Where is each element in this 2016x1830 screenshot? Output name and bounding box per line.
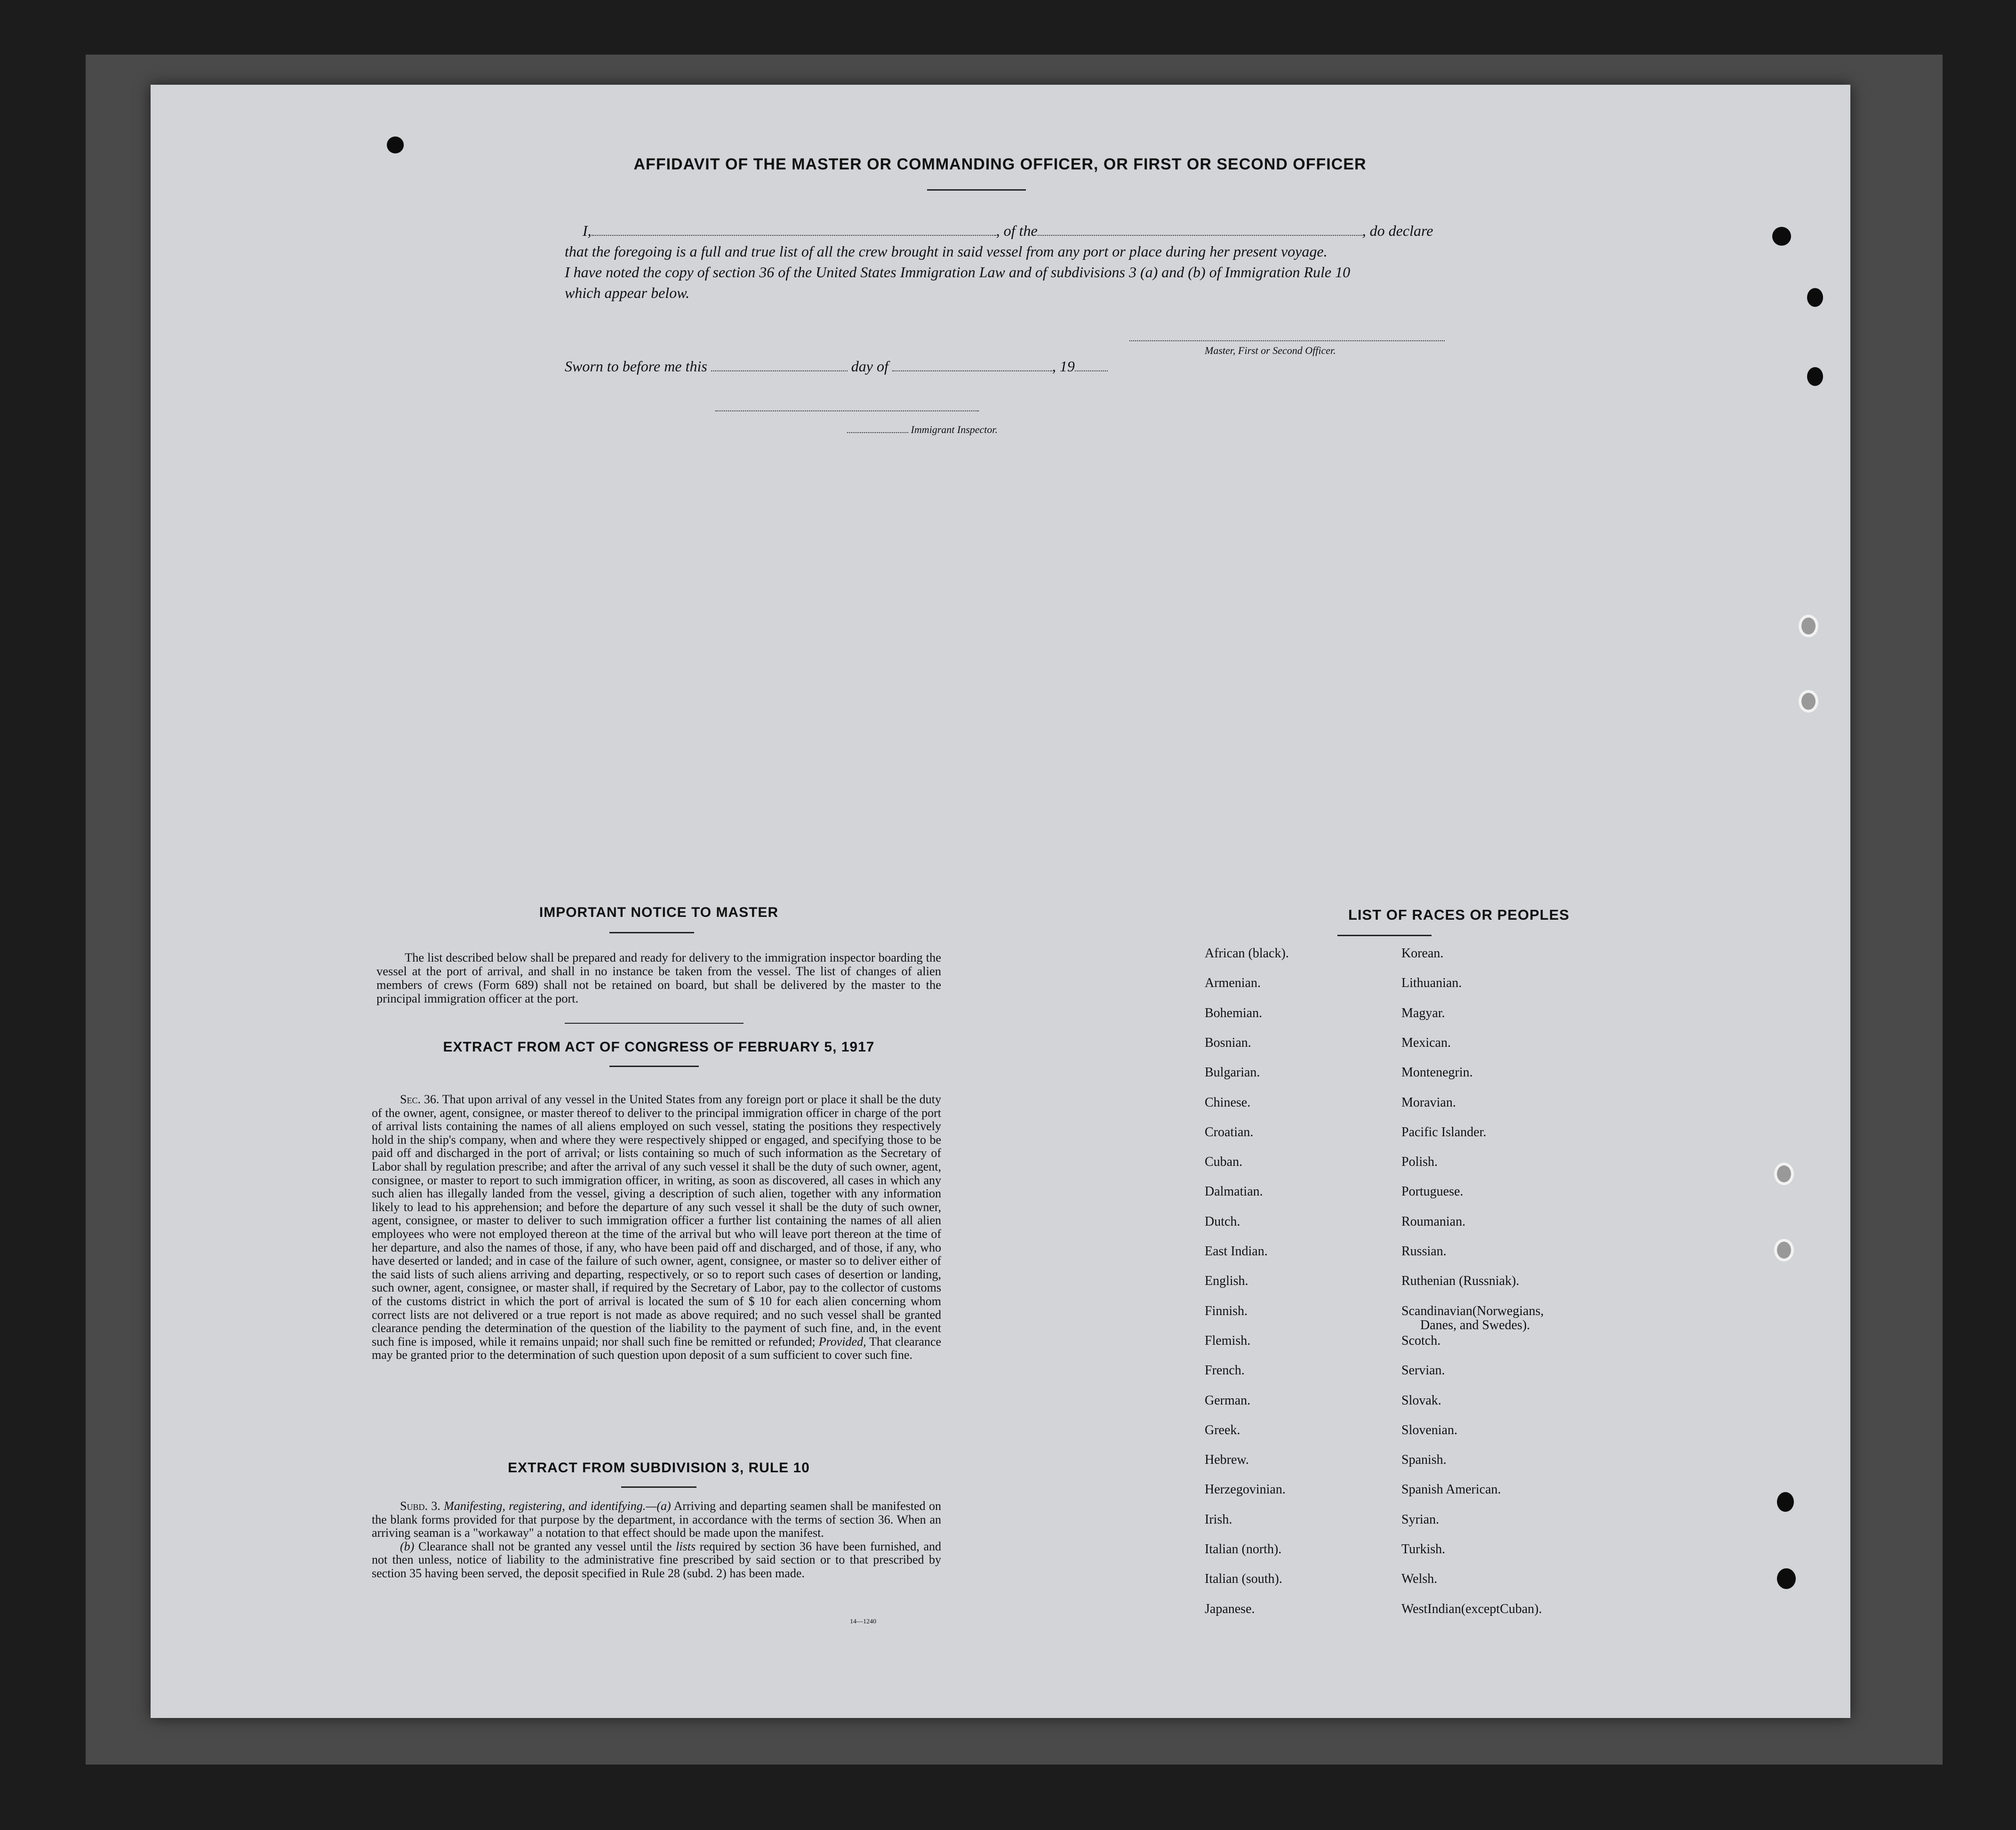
notice-heading: IMPORTANT NOTICE TO MASTER (539, 905, 779, 920)
act-heading: EXTRACT FROM ACT OF CONGRESS OF FEBRUARY 5, 1917 (443, 1039, 875, 1055)
divider (609, 1066, 699, 1067)
race-item: Lithuanian. (1401, 976, 1462, 991)
race-item: Spanish American. (1401, 1482, 1501, 1497)
race-item: Portuguese. (1401, 1184, 1464, 1199)
race-item: East Indian. (1205, 1244, 1268, 1259)
divider (565, 1023, 744, 1024)
divider (927, 189, 1026, 191)
affidavit-line-4: which appear below. (565, 284, 690, 301)
race-item: Hebrew. (1205, 1453, 1249, 1468)
race-item: Russian. (1401, 1244, 1447, 1259)
race-item: Pacific Islander. (1401, 1124, 1487, 1140)
document-page (151, 85, 1850, 1718)
race-item: Mexican. (1401, 1035, 1451, 1050)
race-item: WestIndian(exceptCuban). (1401, 1601, 1542, 1616)
race-item: Bohemian. (1205, 1005, 1263, 1020)
race-item: Herzegovinian. (1205, 1482, 1286, 1497)
race-item: Cuban. (1205, 1155, 1243, 1170)
divider (609, 932, 694, 933)
race-item: German. (1205, 1393, 1251, 1408)
rule-heading: EXTRACT FROM SUBDIVISION 3, RULE 10 (508, 1460, 810, 1476)
race-item: Moravian. (1401, 1095, 1456, 1110)
race-item: Montenegrin. (1401, 1065, 1473, 1080)
act-text: Sec. 36. That upon arrival of any vessel in the United States from any foreign port or place it shall be the duty of the owner, agent, consignee, or master thereof to deliver to the principal immigration officer in charge of the port of arrival lists containing the names of all aliens employed on such vessel, stating the positions they respectively hold in the ship's company, when and where they were respectively shipped or engaged, and specifying those to be paid off and discharged in the port of arrival; or lists containing so much of such information as the Secretary of Labor shall by regulation prescribe; and after the arrival of any such vessel it shall be the duty of such owner, agent, consignee, or master to report to such immigration officer, in writing, as soon as discovered, all cases in which any such alien has illegally landed from the vessel, giving a description of such alien, together with any information likely to lead to his apprehension; and before the departure of any such vessel it shall be the duty of such owner, agent, consignee, or master to deliver to such immigration officer a further list containing the names of all alien employees who were not employed thereon at the time of the arrival but who will leave port thereon at the time of her departure, and also the names of those, if any, who have been paid off and discharged, and of those, if any, who have deserted or landed; and in case of the failure of such owner, agent, consignee, or master so to deliver either of the said lists of such aliens arriving and departing, respectively, or so to report such cases of desertion or landing, such owner, agent, consignee, or master shall, if required by the Secretary of Labor, pay to the collector of customs of the customs district in which the port of arrival is located the sum of $ 10 for each alien concerning whom correct lists are not delivered or a true report is not made as above required; and no such vessel shall be granted clearance pending the determination of the question of the liability to the payment of such fine, and, in the event such fine is imposed, while it remains unpaid; nor shall such fine be remitted or refunded; Provided, That clearance may be granted prior to the determination of such question upon deposit of a sum sufficient to cover such fine. (372, 1092, 942, 1362)
sworn-line: Sworn to before me this day of , 19 (565, 358, 1586, 375)
punch-hole (387, 136, 404, 153)
race-item: English. (1205, 1274, 1248, 1289)
race-item: Korean. (1401, 946, 1444, 961)
master-signature-line[interactable] (1129, 340, 1445, 341)
race-item: Italian (north). (1205, 1542, 1282, 1557)
race-item: Bulgarian. (1205, 1065, 1260, 1080)
race-item: Polish. (1401, 1155, 1438, 1170)
race-item: Scotch. (1401, 1333, 1441, 1348)
race-item: Magyar. (1401, 1005, 1445, 1020)
race-item: French. (1205, 1363, 1245, 1378)
race-item: Armenian. (1205, 976, 1261, 991)
race-item: Slovak. (1401, 1393, 1441, 1408)
inspector-signature-line[interactable] (715, 410, 979, 411)
race-item: Bosnian. (1205, 1035, 1251, 1050)
punch-hole (1774, 1163, 1794, 1185)
race-item: Greek. (1205, 1422, 1240, 1437)
race-item: Welsh. (1401, 1572, 1438, 1587)
affidavit-line-1: I, , of the , do declare (583, 222, 1433, 239)
rule-text: Subd. 3. Manifesting, registering, and identifying.—(a) Arriving and departing seamen shall be manifested on the blank forms provided for that purpose by the department, in accordance with the terms of section 36. When an arriving seaman is a "workaway" a notation to that effect should be made upon the manifest. (b) Clearance shall not be granted any vessel until the lists required by section 36 have been furnished, and not then unless, notice of liability to the administrative fine prescribed by said section or to that prescribed by section 35 having been served, the deposit specified in Rule 28 (subd. 2) has been made. (372, 1499, 941, 1580)
inspector-signature-caption: Immigrant Inspector. (847, 424, 998, 436)
race-item: Turkish. (1401, 1542, 1446, 1557)
race-item: Croatian. (1205, 1124, 1254, 1140)
race-item-continuation: Danes, and Swedes). (1420, 1317, 1530, 1332)
punch-hole (1772, 227, 1791, 246)
master-signature-caption: Master, First or Second Officer. (1205, 345, 1336, 356)
races-heading: LIST OF RACES OR PEOPLES (1348, 907, 1570, 923)
punch-hole (1777, 1492, 1794, 1512)
race-item: Slovenian. (1401, 1422, 1457, 1437)
race-item: Dalmatian. (1205, 1184, 1263, 1199)
race-item: Irish. (1205, 1512, 1232, 1527)
affidavit-heading: AFFIDAVIT OF THE MASTER OR COMMANDING OFFICER, OR FIRST OR SECOND OFFICER (633, 155, 1367, 173)
race-item: Finnish. (1205, 1303, 1248, 1318)
notice-text: The list described below shall be prepared and ready for delivery to the immigration inspector boarding the vessel at the port of arrival, and shall in no instance be taken from the vessel. The list of changes of alien members of crews (Form 689) shall not be retained on board, but shall be delivered by the master to the principal immigration officer at the port. (376, 950, 941, 1005)
race-item: Japanese. (1205, 1601, 1255, 1616)
punch-hole (1777, 1568, 1796, 1589)
race-item: Spanish. (1401, 1453, 1447, 1468)
punch-hole (1807, 288, 1823, 307)
form-number: 14—1240 (850, 1618, 876, 1625)
race-item: Syrian. (1401, 1512, 1440, 1527)
affidavit-line-3: I have noted the copy of section 36 of the United States Immigration Law and of subdivisions 3 (a) and (b) of Immigration Rule 10 (565, 264, 1351, 281)
race-item: Roumanian. (1401, 1214, 1466, 1229)
race-item: Dutch. (1205, 1214, 1240, 1229)
race-item: Flemish. (1205, 1333, 1251, 1348)
divider (621, 1486, 696, 1488)
race-item: African (black). (1205, 946, 1289, 961)
punch-hole (1774, 1239, 1794, 1261)
punch-hole (1799, 690, 1818, 713)
divider (1337, 935, 1432, 936)
race-item: Servian. (1401, 1363, 1445, 1378)
race-item: Chinese. (1205, 1095, 1251, 1110)
punch-hole (1799, 615, 1818, 637)
race-item: Scandinavian(Norwegians, (1401, 1303, 1544, 1318)
punch-hole (1807, 367, 1823, 386)
race-item: Ruthenian (Russniak). (1401, 1274, 1520, 1289)
affidavit-line-2: that the foregoing is a full and true list of all the crew brought in said vessel from any port or place during her present voyage. (565, 243, 1328, 260)
race-item: Italian (south). (1205, 1572, 1282, 1587)
